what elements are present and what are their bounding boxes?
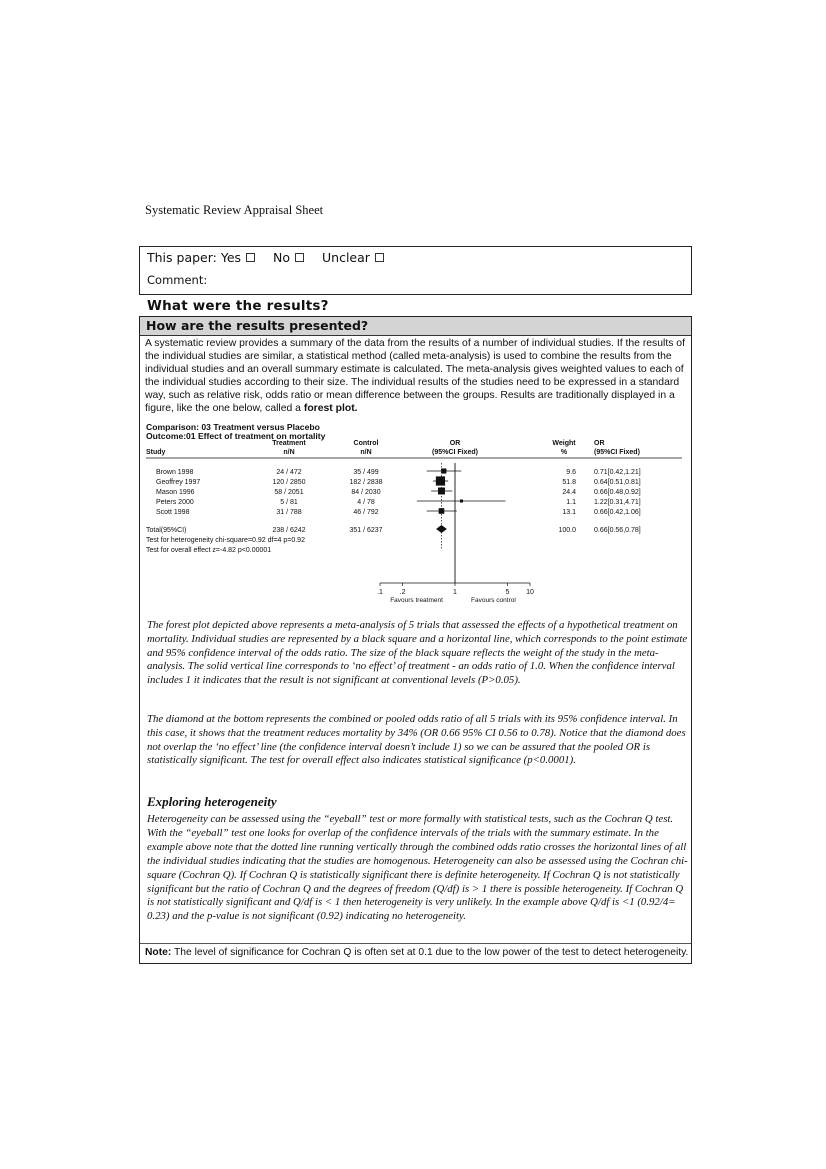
option-yes-label: Yes — [220, 250, 242, 265]
study-treatment: 120 / 2850 — [272, 479, 306, 486]
x-axis-tick-label: 1 — [453, 589, 457, 596]
study-control: 84 / 2030 — [351, 489, 381, 496]
x-axis-tick-label: 5 — [505, 589, 510, 596]
study-weight-square — [441, 468, 446, 473]
comment-label: Comment: — [147, 273, 208, 287]
or-plot-subheader: (95%CI Fixed) — [432, 449, 478, 456]
study-control: 182 / 2838 — [349, 479, 383, 486]
favours-control-label: Favours control — [471, 597, 516, 604]
no-checkbox[interactable] — [295, 253, 304, 262]
study-control: 46 / 792 — [353, 509, 379, 516]
paper-answer-row — [147, 250, 398, 265]
intro-paragraph — [145, 337, 687, 415]
heterogeneity-heading: Exploring heterogeneity — [147, 794, 277, 809]
x-axis-tick-label: .1 — [377, 589, 383, 596]
study-or-text: 0.64[0.51,0.81] — [594, 479, 641, 486]
results-box — [139, 316, 692, 964]
study-weight-square — [436, 476, 445, 485]
study-header: Study — [146, 449, 166, 456]
treatment-header: Treatment — [272, 440, 306, 447]
treatment-subheader: n/N — [283, 449, 295, 456]
total-weight: 100.0 — [558, 527, 576, 534]
unclear-checkbox[interactable] — [375, 253, 384, 262]
favours-treatment-label: Favours treatment — [390, 597, 443, 604]
yes-checkbox[interactable] — [246, 253, 255, 262]
or-text-subheader: (95%CI Fixed) — [594, 449, 640, 456]
study-name: Brown 1998 — [156, 469, 194, 476]
outcome-text: 01 Effect of treatment on mortality — [186, 431, 326, 441]
note-text: The level of significance for Cochran Q is often set at 0.1 due to the low power of the test to detect heterogeneity. — [171, 947, 689, 958]
forest-plot-explanation: The forest plot depicted above represents a meta-analysis of 5 trials that assessed the effects of a hypothetical treatment on mortality. Individual studies are represented by a black square and a horizontal line, which corresponds to the point estimate and 95% confidence interval of the odds ratio. The size of the black square reflects the weight of the study in the meta-analysis. The solid vertical line corresponds to ‘no effect’ of treatment - an odds ratio of 1.0. When the confidence interval includes 1 it indicates that the result is not significant at conventional levels (P>0.05). — [147, 619, 688, 687]
note — [145, 947, 690, 958]
study-weight-square — [460, 499, 463, 502]
study-control: 4 / 78 — [357, 499, 375, 506]
x-axis-tick-label: 10 — [526, 589, 534, 596]
study-or-text: 0.66[0.42,1.06] — [594, 509, 641, 516]
study-or-text: 1.22[0.31,4.71] — [594, 499, 641, 506]
study-weight: 24.4 — [562, 489, 576, 496]
overall-effect-test: Test for overall effect z=-4.82 p<0.00001 — [146, 547, 272, 554]
note-label: Note: — [145, 947, 172, 958]
study-treatment: 58 / 2051 — [274, 489, 304, 496]
study-weight: 9.6 — [566, 469, 576, 476]
study-treatment: 5 / 81 — [280, 499, 298, 506]
control-subheader: n/N — [360, 449, 372, 456]
total-treatment: 238 / 6242 — [272, 527, 306, 534]
total-label: Total(95%CI) — [146, 527, 187, 534]
study-treatment: 24 / 472 — [276, 469, 302, 476]
study-control: 35 / 499 — [353, 469, 379, 476]
total-control: 351 / 6237 — [349, 527, 383, 534]
pooled-diamond — [436, 525, 447, 533]
intro-bold-term: forest plot. — [303, 403, 358, 414]
comparison-label: Comparison: 03 Treatment versus Placebo — [146, 422, 320, 432]
control-header: Control — [353, 440, 379, 447]
subheading-bar — [140, 317, 691, 336]
paper-assessment-box — [139, 246, 692, 295]
diamond-explanation: The diamond at the bottom represents the combined or pooled odds ratio of all 5 trials with its 95% confidence interval. In this case, it shows that the treatment reduces mortality by 34% (OR 0.66 95% CI 0.56 to 0.78). Notice that the diamond does not overlap the ‘no effect’ line (the confidence interval doesn’t include 1) so we can be assured that the pooled OR is statistically significant. The test for overall effect also indicates statistical significance (p<0.0001). — [147, 713, 686, 767]
option-unclear-label: Unclear — [322, 250, 370, 265]
x-axis-tick-label: .2 — [399, 589, 406, 596]
study-weight: 13.1 — [562, 509, 576, 516]
study-name: Scott 1998 — [156, 509, 190, 516]
note-divider — [140, 943, 691, 944]
study-weight-square — [439, 508, 445, 514]
study-weight-square — [438, 488, 445, 495]
heterogeneity-test: Test for heterogeneity chi-square=0.92 df=4 p=0.92 — [146, 537, 305, 544]
or-text-header: OR — [594, 440, 605, 447]
document-title: Systematic Review Appraisal Sheet — [145, 203, 324, 217]
total-or-text: 0.66[0.56,0.78] — [594, 527, 641, 534]
outcome-label: Outcome: — [146, 431, 187, 441]
study-name: Peters 2000 — [156, 499, 194, 506]
option-no-label: No — [273, 250, 291, 265]
study-weight: 51.8 — [562, 479, 576, 486]
study-name: Geoffrey 1997 — [156, 479, 201, 486]
subheading: How are the results presented? — [146, 318, 369, 333]
study-or-text: 0.71[0.42,1.21] — [594, 469, 641, 476]
study-or-text: 0.66[0.48,0.92] — [594, 489, 641, 496]
study-treatment: 31 / 788 — [276, 509, 302, 516]
paper-label: This paper: — [147, 250, 217, 265]
weight-subheader: % — [560, 449, 568, 456]
heterogeneity-explanation: Heterogeneity can be assessed using the “eyeball” test or more formally with statistical tests, such as the Cochran Q test. With the “eyeball” test one looks for overlap of the confidence intervals of the trials with the summary estimate. In the example above note that the dotted line running vertically through the combined odds ratio crosses the horizontal lines of all the individual studies indicating that the studies are homogenous. Heterogeneity can also be assessed using the Cochran chi-square (Cochran Q). If Cochran Q is statistically significant there is definite heterogeneity. If Cochran Q is not statistically significant but the ratio of Cochran Q and the degrees of freedom (Q/df) is > 1 there is possible heterogeneity. If Cochran Q is not statistically significant and Q/df is < 1 then heterogeneity is very unlikely. In the example above Q/df is <1 (0.92/4= 0.23) and the p-value is not significant (0.92) indicating no heterogeneity. — [147, 813, 688, 923]
section-heading: What were the results? — [147, 298, 329, 314]
or-plot-header: OR — [449, 440, 461, 447]
study-weight: 1.1 — [566, 499, 576, 506]
forest-plot — [146, 421, 686, 609]
weight-header: Weight — [552, 440, 576, 447]
intro-text: A systematic review provides a summary of the data from the results of a number of individual studies. If the results of the individual studies are similar, a statistical method (called meta-analysis) is used to combine the results from the individual studies and an overall summary estimate is calculated. The meta-analysis gives weighted values to each of the individual studies according to their size. The individual results of the studies need to be expressed in a standard way, such as relative risk, odds ratio or mean difference between the groups. Results are traditionally displayed in a figure, like the one below, called a — [145, 338, 685, 414]
study-name: Mason 1996 — [156, 489, 195, 496]
